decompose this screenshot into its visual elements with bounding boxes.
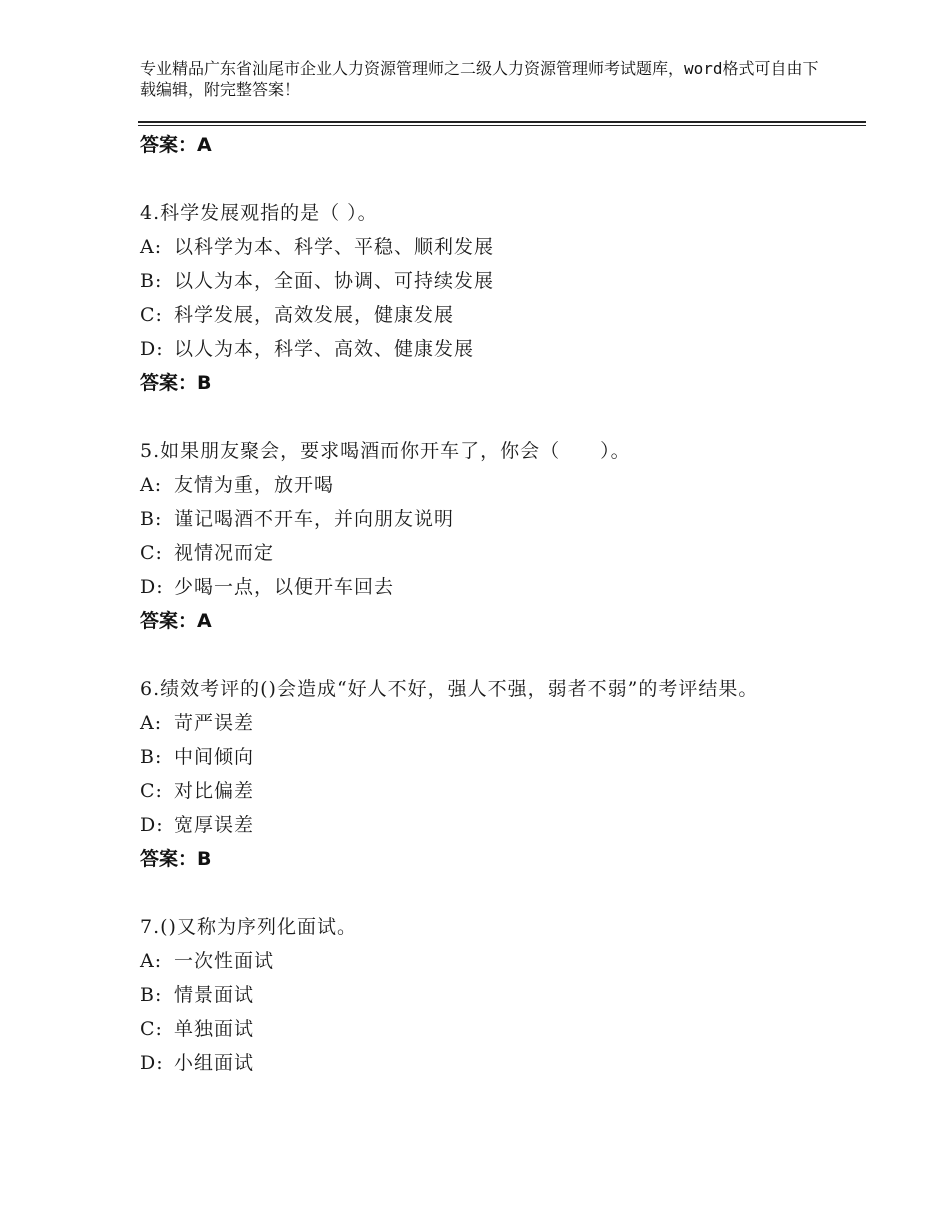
option-letter: D: — [140, 338, 164, 360]
option-letter: C: — [140, 304, 163, 326]
option-text: 宽厚误差 — [174, 814, 255, 836]
option-b — [140, 978, 830, 1012]
question-stem: 5.如果朋友聚会，要求喝酒而你开车了，你会（ ）。 — [140, 440, 631, 462]
question-4 — [140, 196, 830, 400]
option-letter: C: — [140, 780, 163, 802]
option-d — [140, 570, 830, 604]
option-c — [140, 298, 830, 332]
option-d — [140, 1046, 830, 1080]
question-5 — [140, 434, 830, 638]
question-stem: 4.科学发展观指的是（ ）。 — [140, 202, 378, 224]
option-letter: B: — [140, 270, 163, 292]
option-d — [140, 808, 830, 842]
option-letter: B: — [140, 984, 163, 1006]
option-d — [140, 332, 830, 366]
answer-label: 答案：A — [140, 610, 212, 632]
option-letter: C: — [140, 1018, 163, 1040]
option-text: 中间倾向 — [174, 746, 255, 768]
option-letter: A: — [140, 950, 163, 972]
option-a — [140, 706, 830, 740]
option-letter: A: — [140, 236, 163, 258]
option-letter: D: — [140, 1052, 164, 1074]
option-text: 视情况而定 — [174, 542, 275, 564]
question-stem: 7.()又称为序列化面试。 — [140, 916, 357, 938]
option-b — [140, 502, 830, 536]
option-b — [140, 740, 830, 774]
option-letter: C: — [140, 542, 163, 564]
answer-label: 答案：B — [140, 848, 212, 870]
header-divider-thin — [138, 125, 866, 126]
option-text: 苛严误差 — [174, 712, 255, 734]
document-body — [140, 128, 830, 1080]
question-7 — [140, 910, 830, 1080]
option-a — [140, 944, 830, 978]
option-text: 以科学为本、科学、平稳、顺利发展 — [174, 236, 495, 258]
header-divider-thick — [138, 121, 866, 123]
answer-label: 答案：A — [140, 134, 212, 156]
option-c — [140, 536, 830, 570]
option-text: 单独面试 — [174, 1018, 255, 1040]
question-stem: 6.绩效考评的()会造成“好人不好，强人不强，弱者不弱”的考评结果。 — [140, 678, 759, 700]
option-letter: B: — [140, 508, 163, 530]
option-text: 对比偏差 — [174, 780, 255, 802]
answer-label: 答案：B — [140, 372, 212, 394]
option-text: 友情为重，放开喝 — [174, 474, 335, 496]
option-a — [140, 230, 830, 264]
option-c — [140, 774, 830, 808]
option-text: 科学发展，高效发展，健康发展 — [174, 304, 455, 326]
option-letter: D: — [140, 814, 164, 836]
option-a — [140, 468, 830, 502]
option-text: 少喝一点，以便开车回去 — [174, 576, 395, 598]
option-text: 谨记喝酒不开车，并向朋友说明 — [174, 508, 455, 530]
option-c — [140, 1012, 830, 1046]
option-text: 一次性面试 — [174, 950, 275, 972]
option-letter: B: — [140, 746, 163, 768]
option-text: 以人为本，全面、协调、可持续发展 — [174, 270, 495, 292]
option-b — [140, 264, 830, 298]
document-header: 专业精品广东省汕尾市企业人力资源管理师之二级人力资源管理师考试题库，word格式可自由下载编辑，附完整答案！ — [140, 59, 819, 99]
question-6 — [140, 672, 830, 876]
option-letter: A: — [140, 712, 163, 734]
option-text: 以人为本，科学、高效、健康发展 — [174, 338, 475, 360]
option-letter: D: — [140, 576, 164, 598]
option-text: 情景面试 — [174, 984, 255, 1006]
option-text: 小组面试 — [174, 1052, 255, 1074]
option-letter: A: — [140, 474, 163, 496]
